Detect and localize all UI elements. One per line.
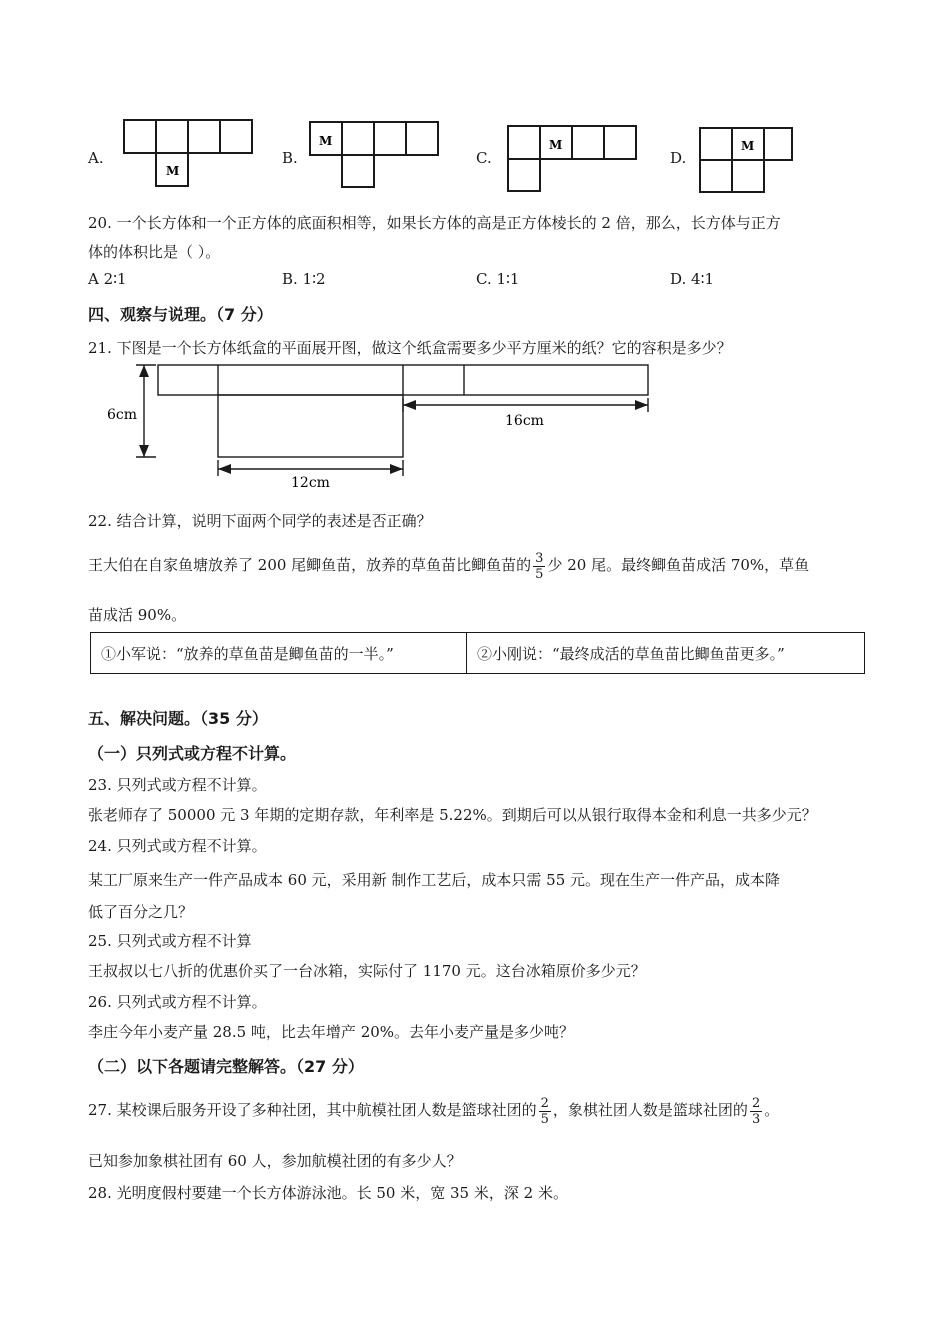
q22-paragraph <box>88 543 809 587</box>
q22-text-c: 苗成活 90%。 <box>88 606 187 624</box>
q20-option-a: A 2∶1 <box>88 270 127 288</box>
q27-fraction-2 <box>750 1096 762 1127</box>
q19-net-b-mark: M <box>319 134 333 148</box>
q22-text-b: 少 20 尾。最终鲫鱼苗成活 70%，草鱼 <box>547 556 810 574</box>
q19-option-b-label: B. <box>282 149 298 167</box>
q26-head: 26. 只列式或方程不计算。 <box>88 993 267 1011</box>
q23-head: 23. 只列式或方程不计算。 <box>88 776 267 794</box>
q22-frac-num: 3 <box>535 550 544 566</box>
q27-text-c: 。 <box>764 1101 780 1119</box>
q27-text-a: 27. 某校课后服务开设了多种社团，其中航模社团人数是篮球社团的 <box>88 1101 537 1119</box>
q22-text-a: 王大伯在自家鱼塘放养了 200 尾鲫鱼苗，放养的草鱼苗比鲫鱼苗的 <box>88 556 532 574</box>
q19-net-d <box>698 126 796 194</box>
q19-net-b <box>308 120 440 190</box>
q24-head: 24. 只列式或方程不计算。 <box>88 837 267 855</box>
section-5-sub1: （一）只列式或方程不计算。 <box>88 744 297 763</box>
q27-frac2-den: 3 <box>751 1111 761 1127</box>
q25-text: 王叔叔以七八折的优惠价买了一台冰箱，实际付了 1170 元。这台冰箱原价多少元？ <box>88 962 646 980</box>
section-4-title: 四、观察与说理。（7 分） <box>88 305 273 324</box>
q22-statement-2: ②小刚说：“最终成活的草鱼苗比鲫鱼苗更多。” <box>467 633 865 674</box>
q23-text: 张老师存了 50000 元 3 年期的定期存款，年利率是 5.22%。到期后可以从银行取得本金和利息一共多少元？ <box>88 806 817 824</box>
q28-text: 28. 光明度假村要建一个长方体游泳池。长 50 米，宽 35 米，深 2 米。 <box>88 1184 568 1202</box>
q21-dim-right: 16cm <box>505 413 544 429</box>
q19-option-a-label: A. <box>88 149 104 167</box>
q19-net-c <box>506 124 638 194</box>
section-5-sub2: （二）以下各题请完整解答。（27 分） <box>88 1057 364 1076</box>
q27-frac2-num: 2 <box>751 1095 761 1111</box>
q22-frac-den: 5 <box>535 566 544 582</box>
q21-net-diagram <box>100 360 660 494</box>
q21-text: 21. 下图是一个长方体纸盒的平面展开图，做这个纸盒需要多少平方厘米的纸？它的容积是多少？ <box>88 339 732 357</box>
q27-paragraph <box>88 1088 779 1132</box>
q20-option-c: C. 1∶1 <box>476 270 520 288</box>
q27-frac1-den: 5 <box>540 1111 549 1127</box>
q22-statement-table <box>90 632 865 674</box>
q20-line2: 体的体积比是（ ）。 <box>88 243 221 261</box>
q25-head: 25. 只列式或方程不计算 <box>88 932 252 950</box>
q20-option-b: B. 1∶2 <box>282 270 326 288</box>
q20-option-d: D. 4∶1 <box>670 270 715 288</box>
q22-statement-1: ①小军说：“放养的草鱼苗是鲫鱼苗的一半。” <box>91 633 467 674</box>
q27-fraction-1 <box>539 1096 551 1127</box>
q27-frac1-num: 2 <box>540 1095 549 1111</box>
q19-net-a <box>122 118 254 190</box>
q24-text2: 低了百分之几？ <box>88 903 194 921</box>
q24-text1: 某工厂原来生产一件产品成本 60 元，采用新 制作工艺后，成本只需 55 元。现在生产一件产品，成本降 <box>88 871 781 889</box>
q19-option-c-label: C. <box>476 149 492 167</box>
q27-line2: 已知参加象棋社团有 60 人，参加航模社团的有多少人？ <box>88 1152 462 1170</box>
section-5-title: 五、解决问题。（35 分） <box>88 709 268 728</box>
q21-dim-bottom: 12cm <box>291 475 330 491</box>
q20-line1: 20. 一个长方体和一个正方体的底面积相等，如果长方体的高是正方体棱长的 2 倍，那么，长方体与正方 <box>88 214 781 232</box>
q19-net-c-mark: M <box>549 138 563 152</box>
q19-option-d-label: D. <box>670 149 687 167</box>
q22-title: 22. 结合计算，说明下面两个同学的表述是否正确？ <box>88 512 432 530</box>
q26-text: 李庄今年小麦产量 28.5 吨，比去年增产 20%。去年小麦产量是多少吨？ <box>88 1023 575 1041</box>
q19-net-d-mark: M <box>741 139 755 153</box>
q27-text-b: ，象棋社团人数是篮球社团的 <box>552 1101 748 1119</box>
q22-fraction <box>533 551 545 582</box>
q21-dim-height: 6cm <box>107 407 138 423</box>
q19-net-a-mark: M <box>166 164 180 178</box>
